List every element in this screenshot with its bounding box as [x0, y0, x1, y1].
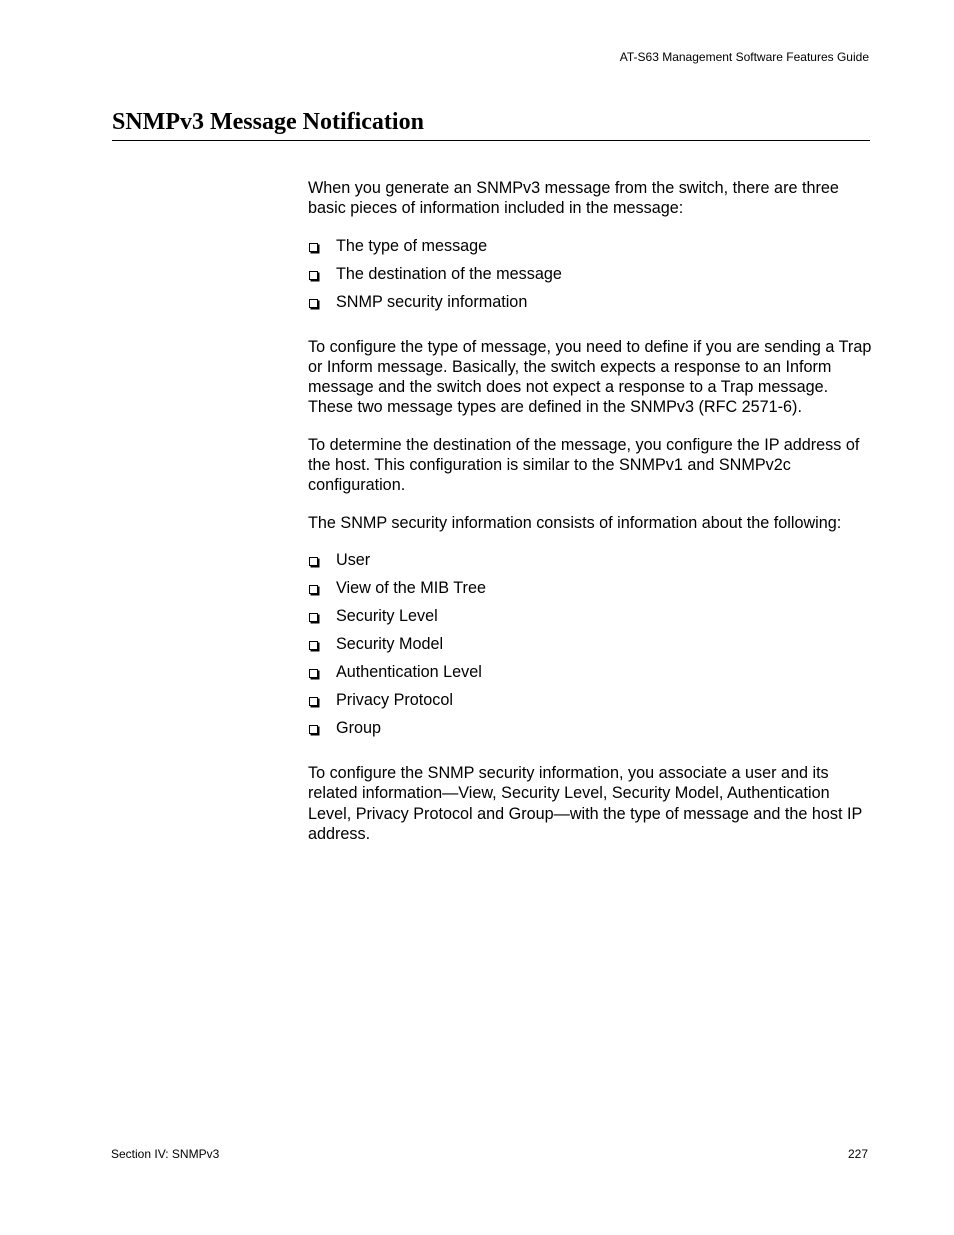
- list-item-label: The destination of the message: [336, 264, 562, 283]
- intro-paragraph: When you generate an SNMPv3 message from the switch, there are three basic pieces of information included in the message:: [308, 179, 839, 218]
- footer-page-number: 227: [847, 1147, 868, 1161]
- checkbox-bullet-icon: [309, 697, 318, 706]
- list-item-label: Security Level: [336, 606, 438, 625]
- list-item-label: Privacy Protocol: [336, 690, 453, 709]
- checkbox-bullet-icon: [309, 271, 318, 280]
- title-rule: [112, 140, 870, 141]
- list-item: [308, 236, 874, 264]
- body-column: [308, 178, 874, 861]
- security-info-list: [308, 550, 874, 746]
- section-title: SNMPv3 Message Notification: [112, 109, 424, 135]
- list-item-label: Security Model: [336, 634, 444, 653]
- list-item: [308, 662, 874, 690]
- list-item: [308, 578, 874, 606]
- list-item: [308, 634, 874, 662]
- running-header: AT-S63 Management Software Features Guide: [619, 50, 869, 64]
- destination-paragraph: To determine the destination of the message, you configure the IP address of the host. This configuration is similar to the SNMPv1 and SNMPv2c configuration.: [308, 435, 860, 495]
- list-item-label: View of the MIB Tree: [336, 578, 486, 597]
- footer-section-label: Section IV: SNMPv3: [111, 1147, 220, 1161]
- list-item-label: Authentication Level: [336, 662, 482, 681]
- list-item-label: SNMP security information: [336, 292, 528, 311]
- message-info-list: [308, 236, 874, 320]
- checkbox-bullet-icon: [309, 243, 318, 252]
- list-item: [308, 264, 874, 292]
- list-item: [308, 606, 874, 634]
- configure-paragraph: To configure the SNMP security information, you associate a user and its related information—View, Security Level, Security Model, Authentication Level, Privacy Protocol and Group—with the type of message and the host IP address.: [308, 763, 862, 843]
- list-item: [308, 718, 874, 746]
- checkbox-bullet-icon: [309, 299, 318, 308]
- checkbox-bullet-icon: [309, 557, 318, 566]
- list-item-label: User: [336, 550, 371, 569]
- checkbox-bullet-icon: [309, 725, 318, 734]
- security-intro-paragraph: The SNMP security information consists of information about the following:: [308, 513, 842, 532]
- list-item-label: The type of message: [336, 236, 488, 255]
- type-paragraph: To configure the type of message, you need to define if you are sending a Trap or Inform message. Basically, the switch expects a response to an Inform message and the switch does not expect a response to a Trap message. These two message types are defined in the SNMPv3 (RFC 2571-6).: [308, 337, 872, 417]
- checkbox-bullet-icon: [309, 669, 318, 678]
- checkbox-bullet-icon: [309, 585, 318, 594]
- list-item: [308, 292, 874, 320]
- list-item: [308, 690, 874, 718]
- list-item-label: Group: [336, 718, 381, 737]
- list-item: [308, 550, 874, 578]
- checkbox-bullet-icon: [309, 641, 318, 650]
- checkbox-bullet-icon: [309, 613, 318, 622]
